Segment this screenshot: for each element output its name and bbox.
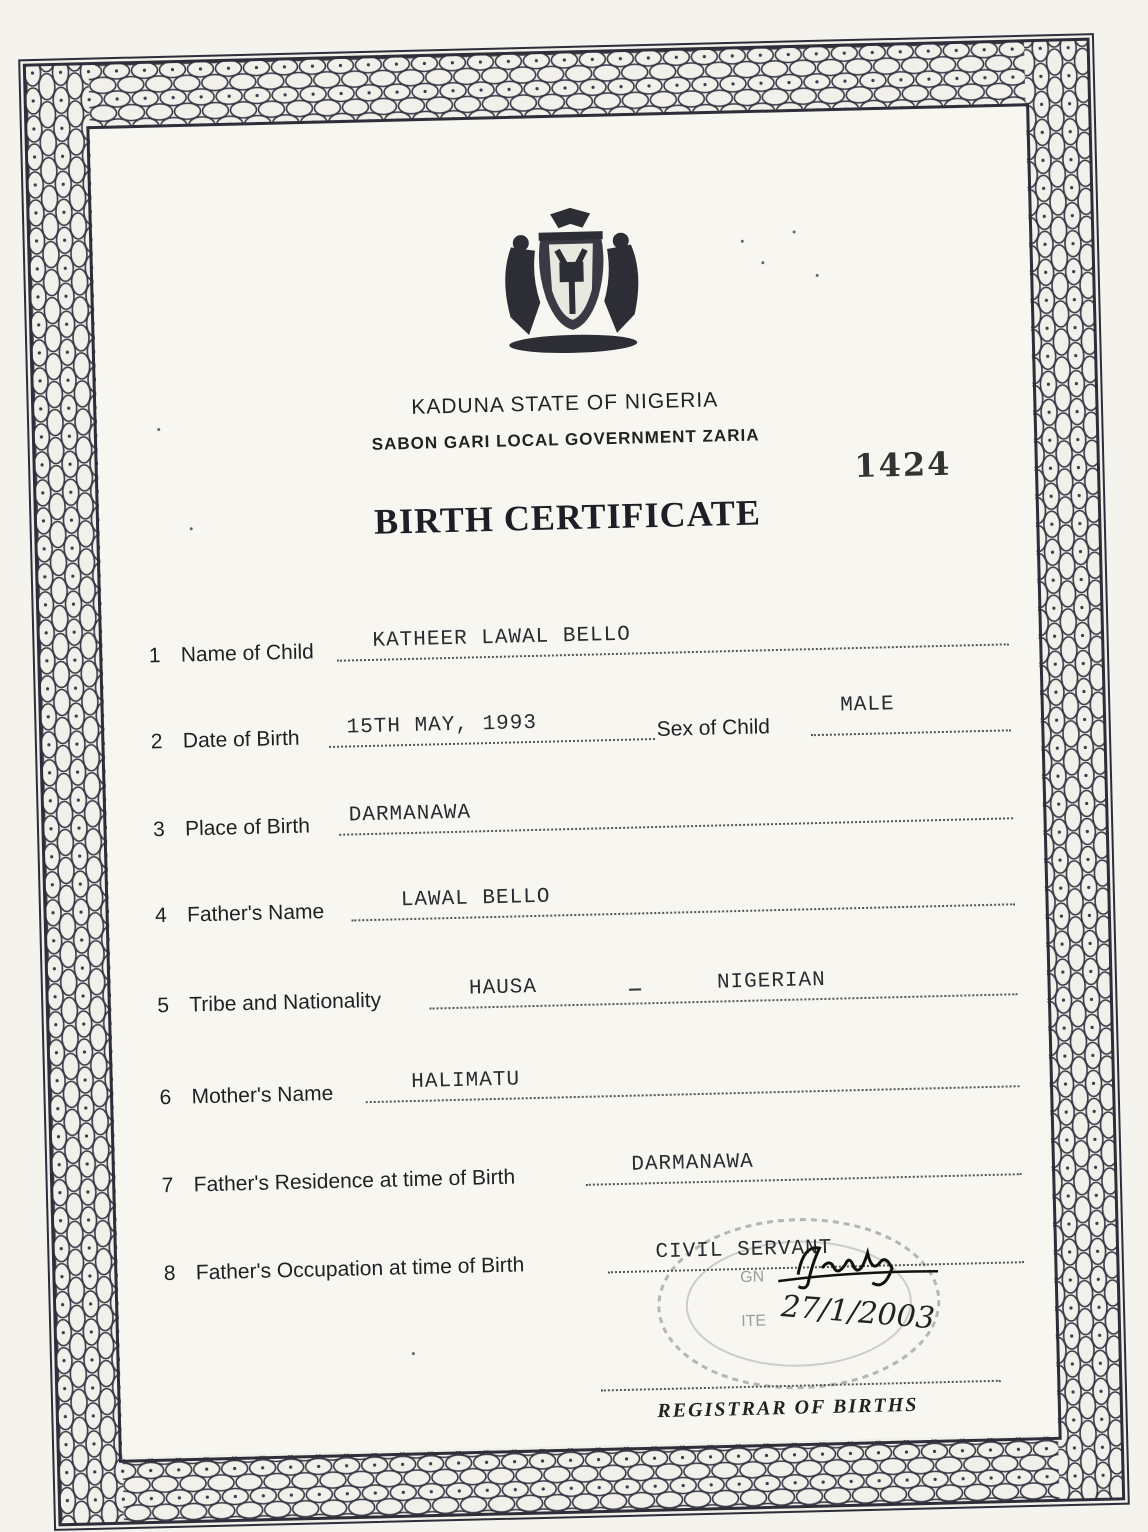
svg-text:GN: GN	[739, 1268, 765, 1287]
speck	[816, 274, 819, 277]
speck	[761, 261, 764, 264]
field-label: Place of Birth	[184, 814, 311, 841]
serial-number: 1424	[853, 444, 952, 486]
field-label: Father's Occupation at time of Birth	[195, 1253, 525, 1285]
field-label: Date of Birth	[182, 726, 300, 753]
field-number: 6	[159, 1085, 172, 1110]
speck	[741, 240, 744, 243]
dotted-line	[811, 729, 1011, 736]
field-number: 8	[163, 1261, 176, 1286]
field-value: DARMANAWA	[348, 801, 472, 828]
field-number: 4	[154, 903, 168, 928]
field-fathers-residence	[161, 1139, 1022, 1200]
coat-of-arms-icon	[490, 204, 654, 358]
field-label: Tribe and Nationality	[189, 988, 382, 1017]
field-name-of-child	[148, 609, 1009, 670]
field-number: 1	[148, 644, 161, 668]
field-number: 3	[152, 818, 166, 842]
certificate-body	[90, 107, 1058, 1457]
speck	[190, 527, 193, 530]
field-label-sex: Sex of Child	[656, 715, 771, 741]
field-value-tribe: HAUSA	[468, 975, 538, 1001]
field-mothers-name	[159, 1051, 1020, 1112]
lga-title: SABON GARI LOCAL GOVERNMENT ZARIA	[371, 425, 760, 454]
field-value: 15TH MAY, 1993	[346, 711, 538, 740]
speck	[157, 428, 160, 431]
field-tribe-nationality	[157, 959, 1018, 1020]
field-number: 7	[161, 1173, 174, 1198]
document-title: BIRTH CERTIFICATE	[373, 492, 762, 542]
certificate-sheet	[18, 33, 1130, 1531]
svg-text:ITE: ITE	[741, 1312, 767, 1331]
field-value: KATHEER LAWAL BELLO	[372, 623, 632, 653]
field-fathers-name	[155, 869, 1016, 930]
registrar-label: REGISTRAR OF BIRTHS	[657, 1393, 919, 1423]
field-number: 2	[150, 730, 163, 754]
speck	[412, 1352, 415, 1355]
signature-icon	[767, 1231, 948, 1295]
state-title: KADUNA STATE OF NIGERIA	[411, 388, 719, 419]
field-value: CIVIL SERVANT	[655, 1236, 833, 1265]
field-place-of-birth	[152, 783, 1013, 844]
speck	[793, 230, 796, 233]
field-label: Father's Residence at time of Birth	[193, 1165, 516, 1197]
signature-date: 27/1/2003	[779, 1289, 937, 1337]
field-label: Name of Child	[180, 640, 315, 667]
field-value: LAWAL BELLO	[400, 885, 551, 913]
dotted-line	[329, 738, 655, 748]
field-value-sex: MALE	[839, 693, 895, 718]
field-number: 5	[157, 993, 170, 1018]
field-value: HALIMATU	[411, 1068, 521, 1095]
field-label: Mother's Name	[191, 1081, 334, 1109]
separator-dash	[629, 988, 641, 990]
field-value: DARMANAWA	[631, 1150, 755, 1177]
field-value-nationality: NIGERIAN	[716, 968, 827, 995]
field-date-of-birth	[150, 695, 1011, 756]
field-label: Father's Name	[186, 900, 325, 927]
